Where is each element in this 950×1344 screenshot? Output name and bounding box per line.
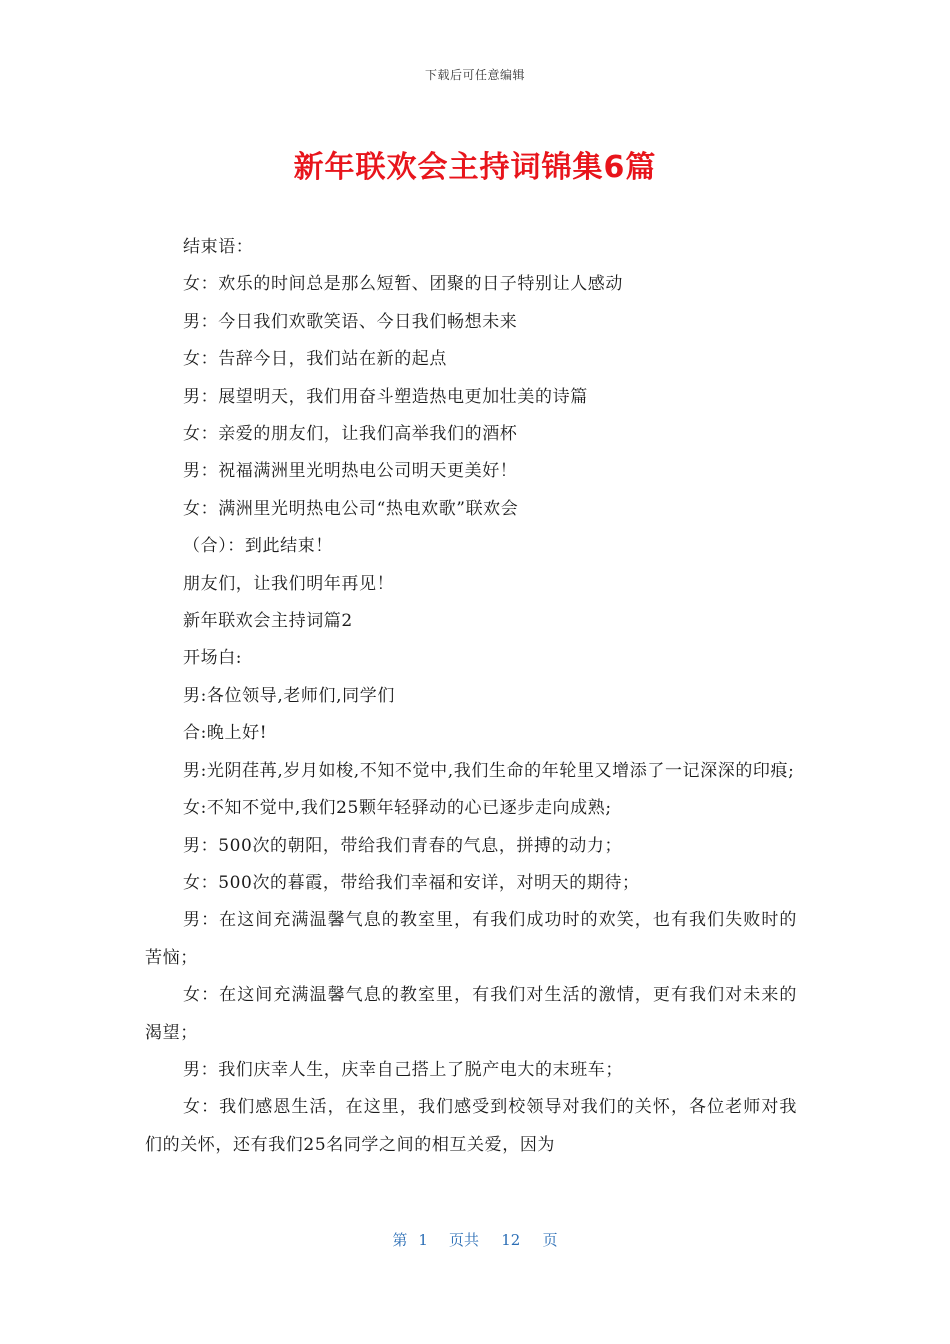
paragraph: 女：满洲里光明热电公司“热电欢歌”联欢会 bbox=[183, 498, 519, 519]
section-heading: 新年联欢会主持词篇2 bbox=[183, 611, 353, 632]
total-pages-number: 12 bbox=[501, 1231, 521, 1249]
paragraph: （合）：到此结束！ bbox=[183, 536, 333, 557]
paragraph: 合:晚上好! bbox=[183, 723, 268, 744]
paragraph: 女：欢乐的时间总是那么短暂、团聚的日子特别让人感动 bbox=[183, 274, 623, 295]
page-label-suffix: 页 bbox=[542, 1231, 558, 1249]
paragraph: 男：今日我们欢歌笑语、今日我们畅想未来 bbox=[183, 311, 518, 332]
paragraph: 男:各位领导,老师们,同学们 bbox=[183, 685, 395, 706]
paragraph: 女：告辞今日，我们站在新的起点 bbox=[183, 349, 447, 370]
current-page-number: 1 bbox=[418, 1231, 428, 1249]
paragraph: 男：祝福满洲里光明热电公司明天更美好！ bbox=[183, 461, 518, 482]
page-footer bbox=[0, 1229, 950, 1250]
document-title: 新年联欢会主持词锦集6篇 bbox=[293, 150, 657, 185]
paragraph: 女:不知不觉中,我们25颗年轻驿动的心已逐步走向成熟; bbox=[183, 798, 612, 819]
paragraph: 男：在这间充满温馨气息的教室里，有我们成功时的欢笑，也有我们失败时的苦恼； bbox=[145, 910, 797, 968]
paragraph: 男:光阴荏苒,岁月如梭,不知不觉中,我们生命的年轮里又增添了一记深深的印痕; bbox=[183, 760, 795, 781]
header-note: 下载后可任意编辑 bbox=[424, 68, 525, 82]
paragraph: 开场白: bbox=[183, 648, 243, 669]
paragraph: 女：亲爱的朋友们，让我们高举我们的酒杯 bbox=[183, 424, 518, 445]
page-label-prefix: 第 bbox=[392, 1231, 408, 1249]
paragraph: 朋友们，让我们明年再见！ bbox=[183, 573, 395, 594]
document-body bbox=[145, 229, 797, 1164]
page-label-middle: 页共 bbox=[448, 1231, 479, 1249]
paragraph: 女：500次的暮霞，带给我们幸福和安详，对明天的期待； bbox=[183, 872, 640, 893]
paragraph: 男：我们庆幸人生，庆幸自己搭上了脱产电大的末班车； bbox=[183, 1059, 623, 1080]
paragraph: 女：我们感恩生活，在这里，我们感受到校领导对我们的关怀，各位老师对我们的关怀，还有我们25名同学之间的相互关爱，因为 bbox=[145, 1097, 797, 1155]
paragraph: 男：展望明天，我们用奋斗塑造热电更加壮美的诗篇 bbox=[183, 386, 588, 407]
paragraph: 男：500次的朝阳，带给我们青春的气息，拼搏的动力； bbox=[183, 835, 623, 856]
paragraph: 结束语： bbox=[183, 237, 254, 257]
paragraph: 女：在这间充满温馨气息的教室里，有我们对生活的激情，更有我们对未来的渴望； bbox=[145, 985, 797, 1043]
